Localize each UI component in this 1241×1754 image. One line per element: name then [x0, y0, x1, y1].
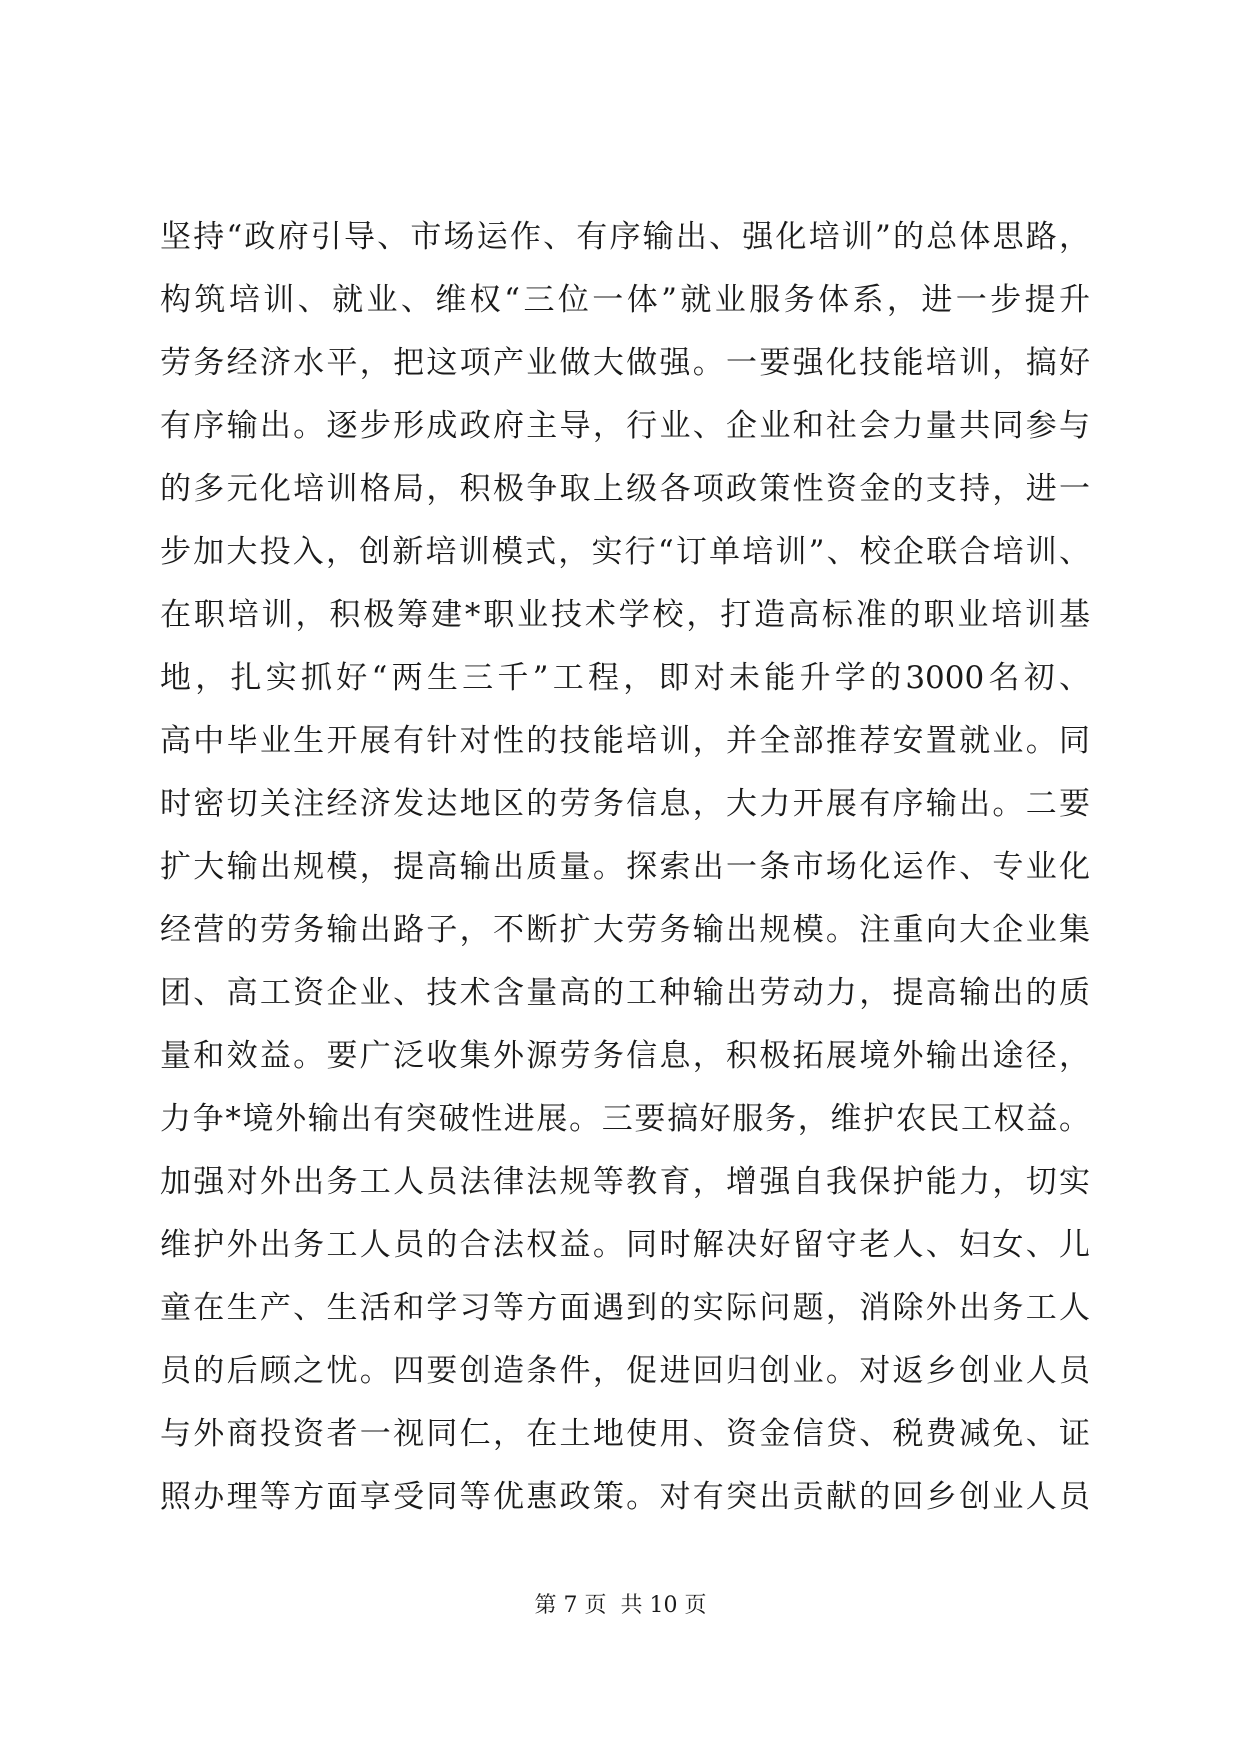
page-footer [0, 1591, 1241, 1621]
text-line: 维护外出务工人员的合法权益。同时解决好留守老人、妇女、儿 [160, 1227, 1090, 1263]
text-line: 经营的劳务输出路子，不断扩大劳务输出规模。注重向大企业集 [160, 912, 1090, 948]
text-line: 员的后顾之忧。四要创造条件，促进回归创业。对返乡创业人员 [160, 1353, 1090, 1389]
text-line: 在职培训，积极筹建*职业技术学校，打造高标准的职业培训基 [160, 597, 1090, 633]
text-line: 童在生产、生活和学习等方面遇到的实际问题，消除外出务工人 [160, 1290, 1090, 1326]
text-line: 与外商投资者一视同仁，在土地使用、资金信贷、税费减免、证 [160, 1416, 1090, 1452]
text-line: 加强对外出务工人员法律法规等教育，增强自我保护能力，切实 [160, 1164, 1090, 1200]
text-line: 有序输出。逐步形成政府主导，行业、企业和社会力量共同参与 [160, 408, 1090, 444]
text-line: 力争*境外输出有突破性进展。三要搞好服务，维护农民工权益。 [160, 1101, 1090, 1137]
text-line: 构筑培训、就业、维权“三位一体”就业服务体系，进一步提升 [160, 282, 1090, 318]
text-line: 量和效益。要广泛收集外源劳务信息，积极拓展境外输出途径， [160, 1038, 1090, 1074]
body-paragraph [160, 206, 1090, 1529]
text-line: 扩大输出规模，提高输出质量。探索出一条市场化运作、专业化 [160, 849, 1090, 885]
text-line: 的多元化培训格局，积极争取上级各项政策性资金的支持，进一 [160, 471, 1090, 507]
text-line: 步加大投入，创新培训模式，实行“订单培训”、校企联合培训、 [160, 534, 1090, 570]
text-line: 高中毕业生开展有针对性的技能培训，并全部推荐安置就业。同 [160, 723, 1090, 759]
text-line: 坚持“政府引导、市场运作、有序输出、强化培训”的总体思路， [160, 219, 1090, 255]
text-line: 地，扎实抓好“两生三千”工程，即对未能升学的3000名初、 [160, 660, 1090, 696]
text-line: 时密切关注经济发达地区的劳务信息，大力开展有序输出。二要 [160, 786, 1090, 822]
text-line: 劳务经济水平，把这项产业做大做强。一要强化技能培训，搞好 [160, 345, 1090, 381]
page-number-label: 第 7 页 共 10 页 [534, 1593, 707, 1618]
text-line: 照办理等方面享受同等优惠政策。对有突出贡献的回乡创业人员 [160, 1479, 1090, 1515]
text-line: 团、高工资企业、技术含量高的工种输出劳动力，提高输出的质 [160, 975, 1090, 1011]
